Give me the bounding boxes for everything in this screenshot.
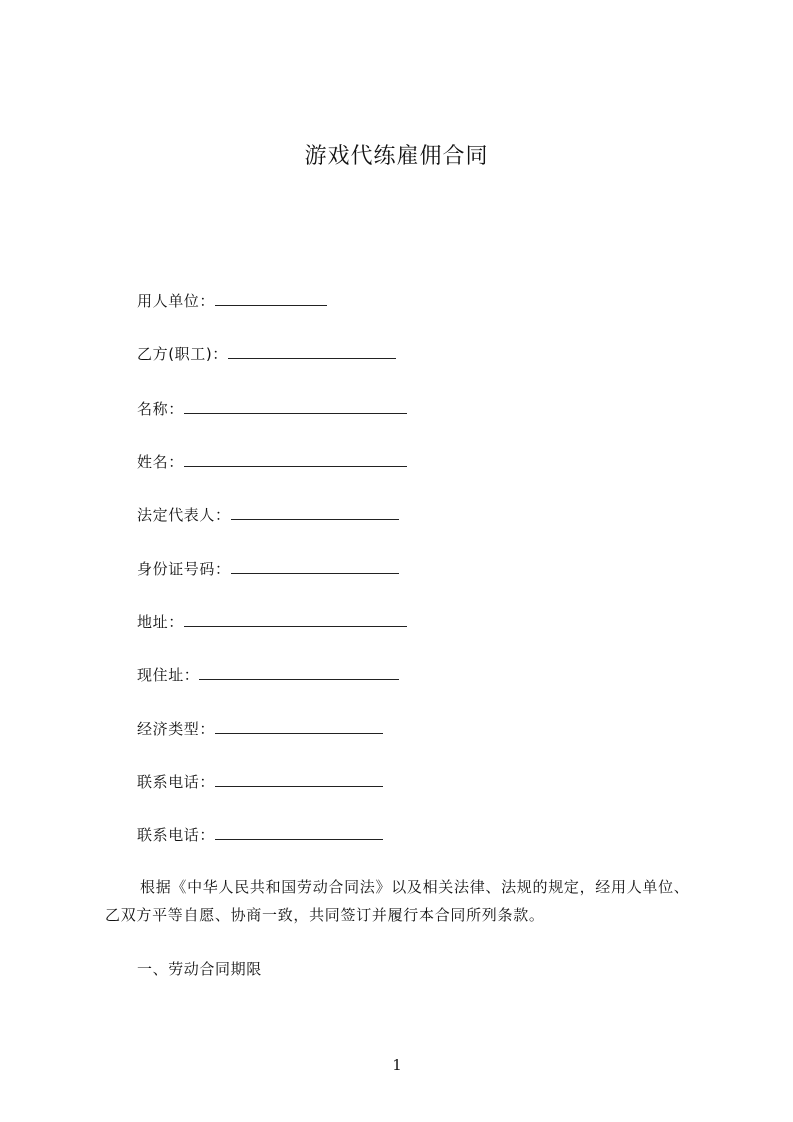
field-label: 联系电话： [137,773,216,791]
fill-in-blank [184,452,407,467]
field-label: 名称： [137,400,184,418]
field-phone-2 [137,825,383,845]
field-label: 乙方(职工)： [137,345,228,363]
fill-in-blank [231,559,399,574]
fill-in-blank [215,719,383,734]
paragraph-line: 根据《中华人民共和国劳动合同法》以及相关法律、法规的规定，经用人单位、 [140,878,690,896]
field-label: 经济类型： [137,720,216,738]
section-heading: 一、劳动合同期限 [137,960,262,978]
field-label: 地址： [137,613,184,631]
field-economic-type [137,719,383,739]
fill-in-blank [215,772,383,787]
fill-in-blank [228,344,396,359]
field-phone-1 [137,772,383,792]
field-label: 姓名： [137,453,184,471]
fill-in-blank [215,291,327,306]
field-label: 联系电话： [137,826,216,844]
field-current-address [137,665,399,685]
field-legal-representative [137,505,399,525]
fill-in-blank [199,665,399,680]
fill-in-blank [184,399,407,414]
fill-in-blank [231,505,399,520]
field-label: 现住址： [137,666,200,684]
field-person-name [137,452,407,472]
field-party-b-employee [137,344,396,364]
fill-in-blank [215,825,383,840]
contract-title: 游戏代练雇佣合同 [304,144,489,169]
fill-in-blank [184,612,407,627]
paragraph-line: 乙双方平等自愿、协商一致，共同签订并履行本合同所列条款。 [105,906,545,924]
field-label: 法定代表人： [137,506,231,524]
field-employer [137,291,327,311]
field-address [137,612,407,632]
field-label: 用人单位： [137,292,216,310]
field-name-org [137,399,407,419]
field-id-number [137,559,399,579]
field-label: 身份证号码： [137,560,231,578]
page-number: 1 [392,1056,402,1074]
